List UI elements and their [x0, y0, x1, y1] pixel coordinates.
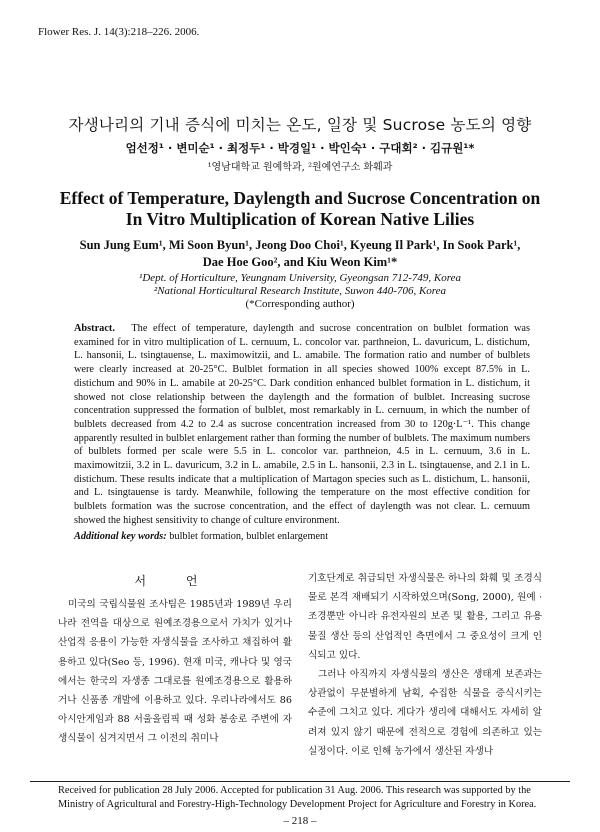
right-column-paragraph-1: 기호단계로 취급되던 자생식물은 하나의 화훼 및 조경식물로 본격 재배되기 시작하였으며(Song, 2000), 원예 · 조경뿐만 아니라 유전자원의 보존 및 활용, 그리고 유용물질 생산 등의 산업적인 측면에서 그 중요성이 크게 인식되고 있다.: [308, 573, 542, 661]
keywords-label: Additional key words:: [74, 531, 167, 542]
left-column: [58, 595, 292, 749]
affiliation-1: ¹Dept. of Horticulture, Yeungnam University, Gyeongsan 712-749, Korea: [139, 272, 461, 284]
korean-authors: 엄선정¹ · 변미순¹ · 최정두¹ · 박경일¹ · 박인숙¹ · 구대회² · 김규원¹*: [125, 141, 475, 155]
abstract-text: The effect of temperature, daylength and sucrose concentration on bulblet formation was examined for in vitro multiplication of L. cernuum, L. concolor var. parthneion, L. davuricum, L. distichum, L. hansonii, L. tsingtauense, L. maximowitzii, and L. amabile. The formation ratio and number of bulblets were clearly increased at 20-25°C. Bulblet formation in all species showed 100% except 87.5% in L. distichum and 90% in L. amabile at 20-25°C. Dark condition enhanced bulblet formation in L. distichum, it showed not close relationship between the daylength and the formation of bulblet. Increasing sucrose concentration suppressed the formation of bulblet, most remarkably in L. cernuum, in which the number of bulblets decreased from 4.2 to 2.4 as sucrose concentration increased from 30 to 120g·L⁻¹. This change apparently resulted in bulblet enlargement rather than forming the number of bulblets. The maximum numbers of bulblets formed per scale were 5.5 in L. concolor var. parthneion, 4.5 in L. cernuum, 3.6 in L. maximowitzii, 3.2 in L. davuricum, 3.2 in L. amabile, 2.5 in L. hansonii, 2.3 in L. tsingtauense, and 2.1 in L. distichum. These results indicate that a multiplication of Martagon species such as L. distichum, L. hansonii, and L. tsingtauense is tardy. Meanwhile, following the temperature on the most effective condition for bulblets formation was the sucrose concentration, and the effect of daylength was not clear. L. cernuum showed the highest sensitivity to change of culture environment.: [74, 323, 530, 526]
footnote-divider: [30, 781, 570, 782]
english-authors-line1: Sun Jung Eum¹, Mi Soon Byun¹, Jeong Doo Choi¹, Kyeung Il Park¹, In Sook Park¹,: [79, 238, 521, 252]
left-column-paragraph: 미국의 국립식물원 조사팀은 1985년과 1989년 우리나라 전역을 대상으로 원예조경용으로서 가치가 있거나 산업적 응용이 가능한 자생식물을 조사하고 채집하여 활용하고 있다(Seo 등, 1996). 현재 미국, 캐나다 및 영국에서는 한국의 자생종 그대로를 원예조경용으로 활용하거나 신품종 개발에 이용하고 있다. 우리나라에서도 86 아시안게임과 88 서울올림픽 때 성화 봉송로 주변에 자생식물이 심겨지면서 그 이전의 취미나: [58, 599, 292, 745]
introduction-heading: 서 언: [134, 574, 216, 588]
korean-affiliations: ¹영남대학교 원예학과, ²원예연구소 화훼과: [207, 162, 393, 173]
footnote: Received for publication 28 July 2006. Accepted for publication 31 Aug. 2006. This research was supported by the Ministry of Agricultural and Forestry-High-Technology Development Project for Agriculture and Forestry in Korea.: [58, 785, 537, 810]
keywords: [74, 531, 328, 542]
keywords-text: bulblet formation, bulblet enlargement: [169, 531, 329, 542]
english-title-line1: Effect of Temperature, Daylength and Sucrose Concentration on: [59, 188, 541, 208]
right-column: [308, 569, 542, 761]
english-authors-line2: Dae Hoe Goo², and Kiu Weon Kim¹*: [202, 255, 398, 269]
corresponding-author-note: (*Corresponding author): [245, 298, 355, 310]
right-column-paragraph-2: 그러나 아직까지 자생식물의 생산은 생태계 보존과는 상관없이 무분별하게 남획, 수집한 식물을 증식시키는 수준에 그치고 있다. 게다가 생리에 대해서도 자세히 알려져 있지 않기 때문에 전적으로 경험에 의존하고 있는 실정이다. 이로 인해 농가에서 생산된 자생나: [308, 669, 542, 757]
abstract-label: Abstract.: [74, 323, 115, 334]
abstract: [74, 322, 530, 528]
affiliation-2: ²National Horticultural Research Institute, Suwon 440-706, Korea: [153, 285, 447, 297]
english-title-line2: In Vitro Multiplication of Korean Native Lilies: [125, 209, 475, 229]
page-number: – 218 –: [283, 815, 317, 827]
journal-citation: Flower Res. J. 14(3):218–226. 2006.: [38, 26, 200, 38]
korean-title: 자생나리의 기내 증식에 미치는 온도, 일장 및 Sucrose 농도의 영향: [68, 116, 532, 134]
